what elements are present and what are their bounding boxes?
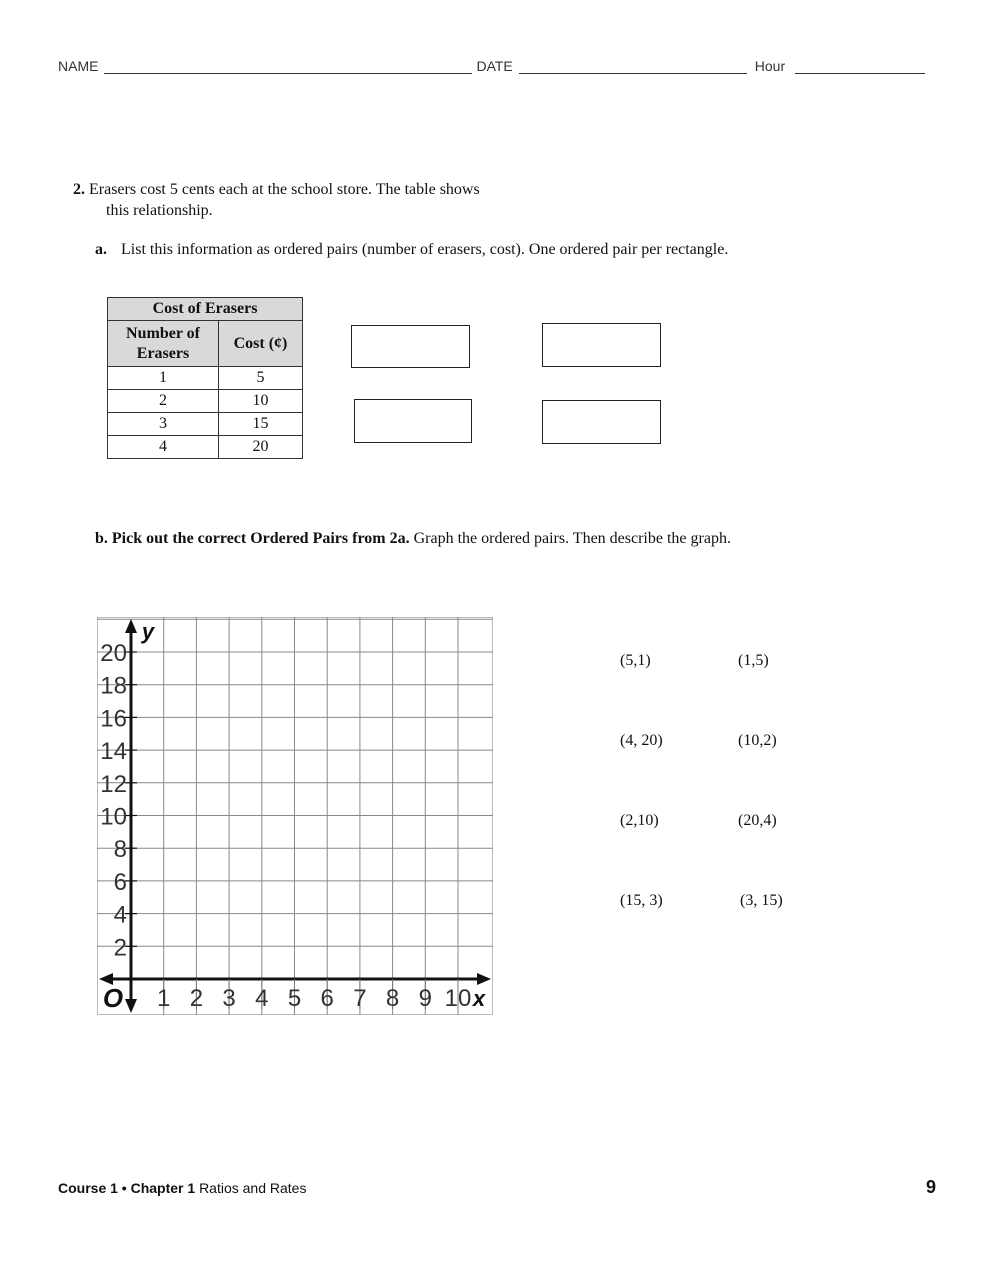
column-header-erasers-line2: Erasers: [136, 344, 190, 362]
cell-cost: 5: [219, 367, 303, 390]
y-tick-label: 4: [113, 901, 127, 929]
column-header-erasers: [108, 321, 219, 367]
ordered-pair-box-2[interactable]: [542, 323, 661, 367]
table-row: [108, 367, 303, 390]
x-axis-label: x: [472, 986, 486, 1011]
choice-pair[interactable]: (1,5): [738, 652, 769, 669]
origin-label: O: [102, 983, 124, 1013]
x-tick-label: 10: [444, 985, 472, 1012]
page-number: 9: [926, 1177, 937, 1197]
y-tick-label: 10: [100, 803, 127, 831]
y-tick-label: 18: [100, 672, 127, 700]
part-a-text: List this information as ordered pairs (number of erasers, cost). One ordered pair per rectangle.: [121, 241, 729, 258]
cell-erasers: 2: [108, 390, 219, 413]
cell-cost: 20: [219, 436, 303, 459]
x-tick-label: 9: [418, 985, 432, 1012]
ordered-pair-box-4[interactable]: [542, 400, 661, 444]
name-label: NAME: [58, 58, 99, 74]
choice-pair[interactable]: (4, 20): [620, 732, 663, 749]
coordinate-grid[interactable]: [97, 617, 493, 1015]
x-tick-label: 2: [189, 985, 204, 1012]
y-axis-arrow-down-icon: [125, 999, 137, 1013]
table-caption: Cost of Erasers: [108, 298, 303, 321]
x-tick-label: 1: [157, 985, 171, 1012]
y-tick-label: 14: [100, 738, 127, 766]
cell-cost: 15: [219, 413, 303, 436]
x-tick-label: 8: [385, 985, 400, 1012]
part-b-bold: b. Pick out the correct Ordered Pairs from 2a.: [95, 530, 410, 547]
choice-pair[interactable]: (3, 15): [740, 892, 783, 909]
column-header-cost: Cost (¢): [219, 321, 303, 367]
x-axis-arrow-right-icon: [477, 973, 491, 985]
footer-course: Course 1 • Chapter 1: [58, 1180, 196, 1196]
hour-label: Hour: [754, 58, 786, 74]
table-row: [108, 390, 303, 413]
choice-pair[interactable]: (2,10): [620, 812, 659, 829]
y-tick-label: 16: [100, 705, 127, 733]
table-row: [108, 413, 303, 436]
x-tick-label: 5: [287, 985, 302, 1012]
x-tick-label: 6: [320, 985, 334, 1012]
cell-erasers: 4: [108, 436, 219, 459]
stem-line-1: Erasers cost 5 cents each at the school store. The table shows: [89, 181, 480, 198]
date-field[interactable]: [519, 59, 747, 74]
table-row: [108, 436, 303, 459]
column-header-erasers-line1: Number of: [126, 324, 200, 342]
part-a-label: a.: [95, 241, 107, 258]
x-tick-label: 7: [353, 985, 367, 1012]
cell-cost: 10: [219, 390, 303, 413]
part-b-prompt: [95, 530, 731, 548]
y-tick-label: 12: [100, 770, 127, 798]
cell-erasers: 3: [108, 413, 219, 436]
y-tick-label: 20: [100, 640, 127, 667]
footer-topic: Ratios and Rates: [199, 1180, 307, 1196]
choice-pair[interactable]: (15, 3): [620, 892, 663, 909]
y-tick-label: 2: [113, 934, 127, 962]
cost-of-erasers-table: [107, 297, 303, 459]
x-tick-label: 4: [255, 985, 269, 1012]
y-tick-label: 8: [113, 836, 127, 864]
choice-pair[interactable]: (20,4): [738, 812, 777, 829]
x-tick-label: 3: [222, 985, 236, 1012]
question-stem: [73, 179, 593, 221]
part-b-text: Graph the ordered pairs. Then describe the graph.: [413, 530, 731, 547]
y-axis-arrow-up-icon: [125, 619, 137, 633]
part-a-prompt: [95, 241, 728, 259]
y-axis-label: y: [141, 619, 155, 644]
stem-line-2: this relationship.: [106, 202, 213, 219]
worksheet-header: [58, 58, 938, 74]
y-tick-label: 6: [113, 868, 127, 896]
ordered-pair-box-3[interactable]: [354, 399, 472, 443]
date-label: DATE: [476, 58, 513, 74]
choice-pair[interactable]: (5,1): [620, 652, 651, 669]
hour-field[interactable]: [795, 59, 925, 74]
name-field[interactable]: [104, 59, 472, 74]
cell-erasers: 1: [108, 367, 219, 390]
footer-course-info: [58, 1180, 306, 1196]
ordered-pair-box-1[interactable]: [351, 325, 470, 368]
choice-pair[interactable]: (10,2): [738, 732, 777, 749]
question-number: 2.: [73, 181, 85, 198]
